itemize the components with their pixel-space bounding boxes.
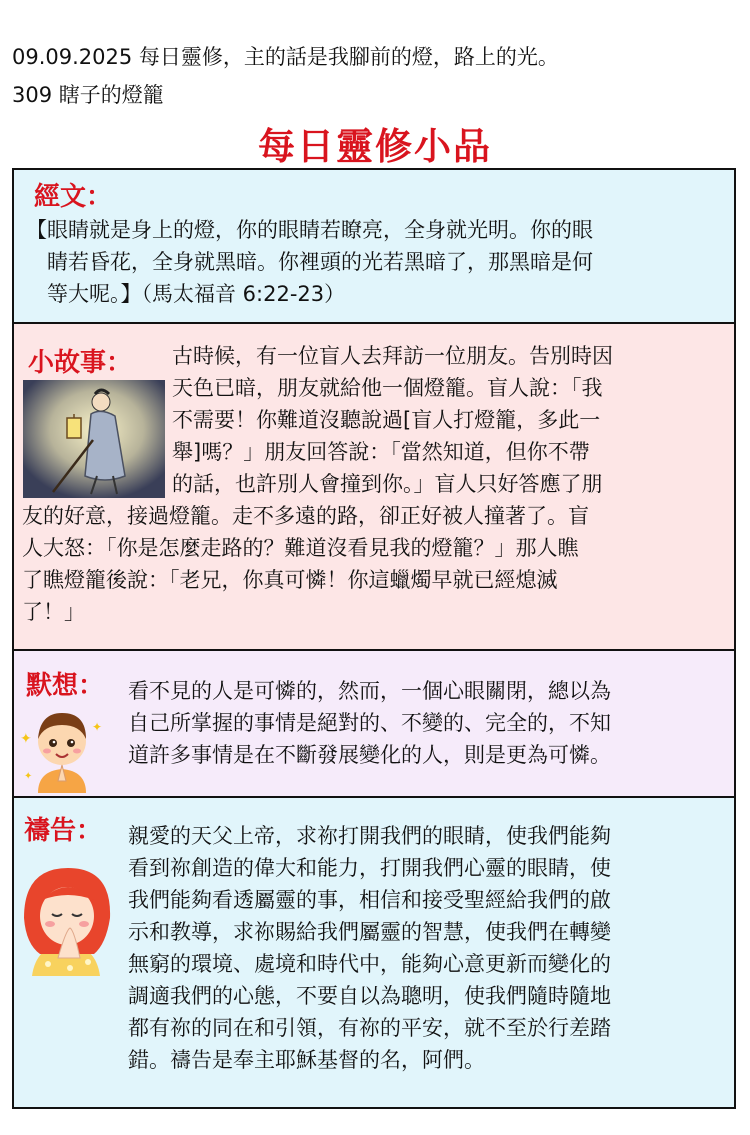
praying-girl-icon [18,858,116,976]
story-line: 了！」 [22,600,85,624]
meditation-section [12,649,736,797]
scripture-line: 等大呢。】（馬太福音 6:22-23） [47,282,346,306]
scripture-text [26,214,731,310]
prayer-line: 親愛的天父上帝，求祢打開我們的眼睛，使我們能夠 [128,824,611,848]
header-episode-line: 309 瞎子的燈籠 [12,83,164,107]
prayer-label: 禱告： [24,816,103,846]
scripture-section [12,168,736,323]
meditation-line: 自己所掌握的事情是絕對的、不變的、完全的，不知 [128,711,611,735]
story-line: 友的好意，接過燈籠。走不多遠的路，卻正好被人撞著了。盲 [22,504,589,528]
meditation-line: 道許多事情是在不斷發展變化的人，則是更為可憐。 [128,743,611,767]
prayer-line: 我們能夠看透屬靈的事，相信和接受聖經給我們的啟 [128,888,611,912]
prayer-line: 錯。禱告是奉主耶穌基督的名，阿們。 [128,1048,485,1072]
story-line: 天色已暗，朋友就給他一個燈籠。盲人說：「我 [172,376,603,400]
scripture-line: 睛若昏花，全身就黑暗。你裡頭的光若黑暗了，那黑暗是何 [47,250,593,274]
meditation-line: 看不見的人是可憐的，然而，一個心眼關閉，總以為 [128,679,611,703]
story-line: 人大怒：「你是怎麼走路的？難道沒看見我的燈籠？」那人瞧 [22,536,579,560]
svg-text:✦: ✦ [92,720,103,734]
prayer-line: 無窮的環境、處境和時代中，能夠心意更新而變化的 [128,952,611,976]
story-text [22,340,734,628]
meditation-text [128,675,734,771]
story-line: 的話，也許別人會撞到你。」盲人只好答應了朋 [172,472,603,496]
story-line: 舉]嗎？」朋友回答說：「當然知道，但你不帶 [172,440,590,464]
header [12,38,742,114]
scripture-label: 經文： [34,182,113,212]
prayer-line: 都有祢的同在和引領，有祢的平安，就不至於行差踏 [128,1016,611,1040]
svg-text:✦: ✦ [24,771,33,782]
prayer-line: 示和教導，求祢賜給我們屬靈的智慧，使我們在轉變 [128,920,611,944]
scripture-line: 【眼睛就是身上的燈，你的眼睛若瞭亮，全身就光明。你的眼 [26,218,593,242]
prayer-line: 看到祢創造的偉大和能力，打開我們心靈的眼睛，使 [128,856,611,880]
prayer-text [128,820,734,1076]
praying-boy-icon [16,701,108,793]
story-line: 不需要！你難道沒聽說過[盲人打燈籠，多此一 [172,408,601,432]
header-date-line: 09.09.2025 每日靈修，主的話是我腳前的燈，路上的光。 [12,45,559,69]
svg-text:✦: ✦ [20,731,32,747]
story-line: 古時候，有一位盲人去拜訪一位朋友。告別時因 [172,344,613,368]
page-title: 每日靈修小品 [258,125,492,168]
prayer-section [12,796,736,1109]
story-label: 小故事： [28,348,133,378]
prayer-line: 調適我們的心態，不要自以為聰明，使我們隨時隨地 [128,984,611,1008]
meditation-label: 默想： [26,671,105,701]
story-line: 了瞧燈籠後說：「老兄，你真可憐！你這蠟燭早就已經熄滅 [22,568,558,592]
story-section [12,322,736,650]
